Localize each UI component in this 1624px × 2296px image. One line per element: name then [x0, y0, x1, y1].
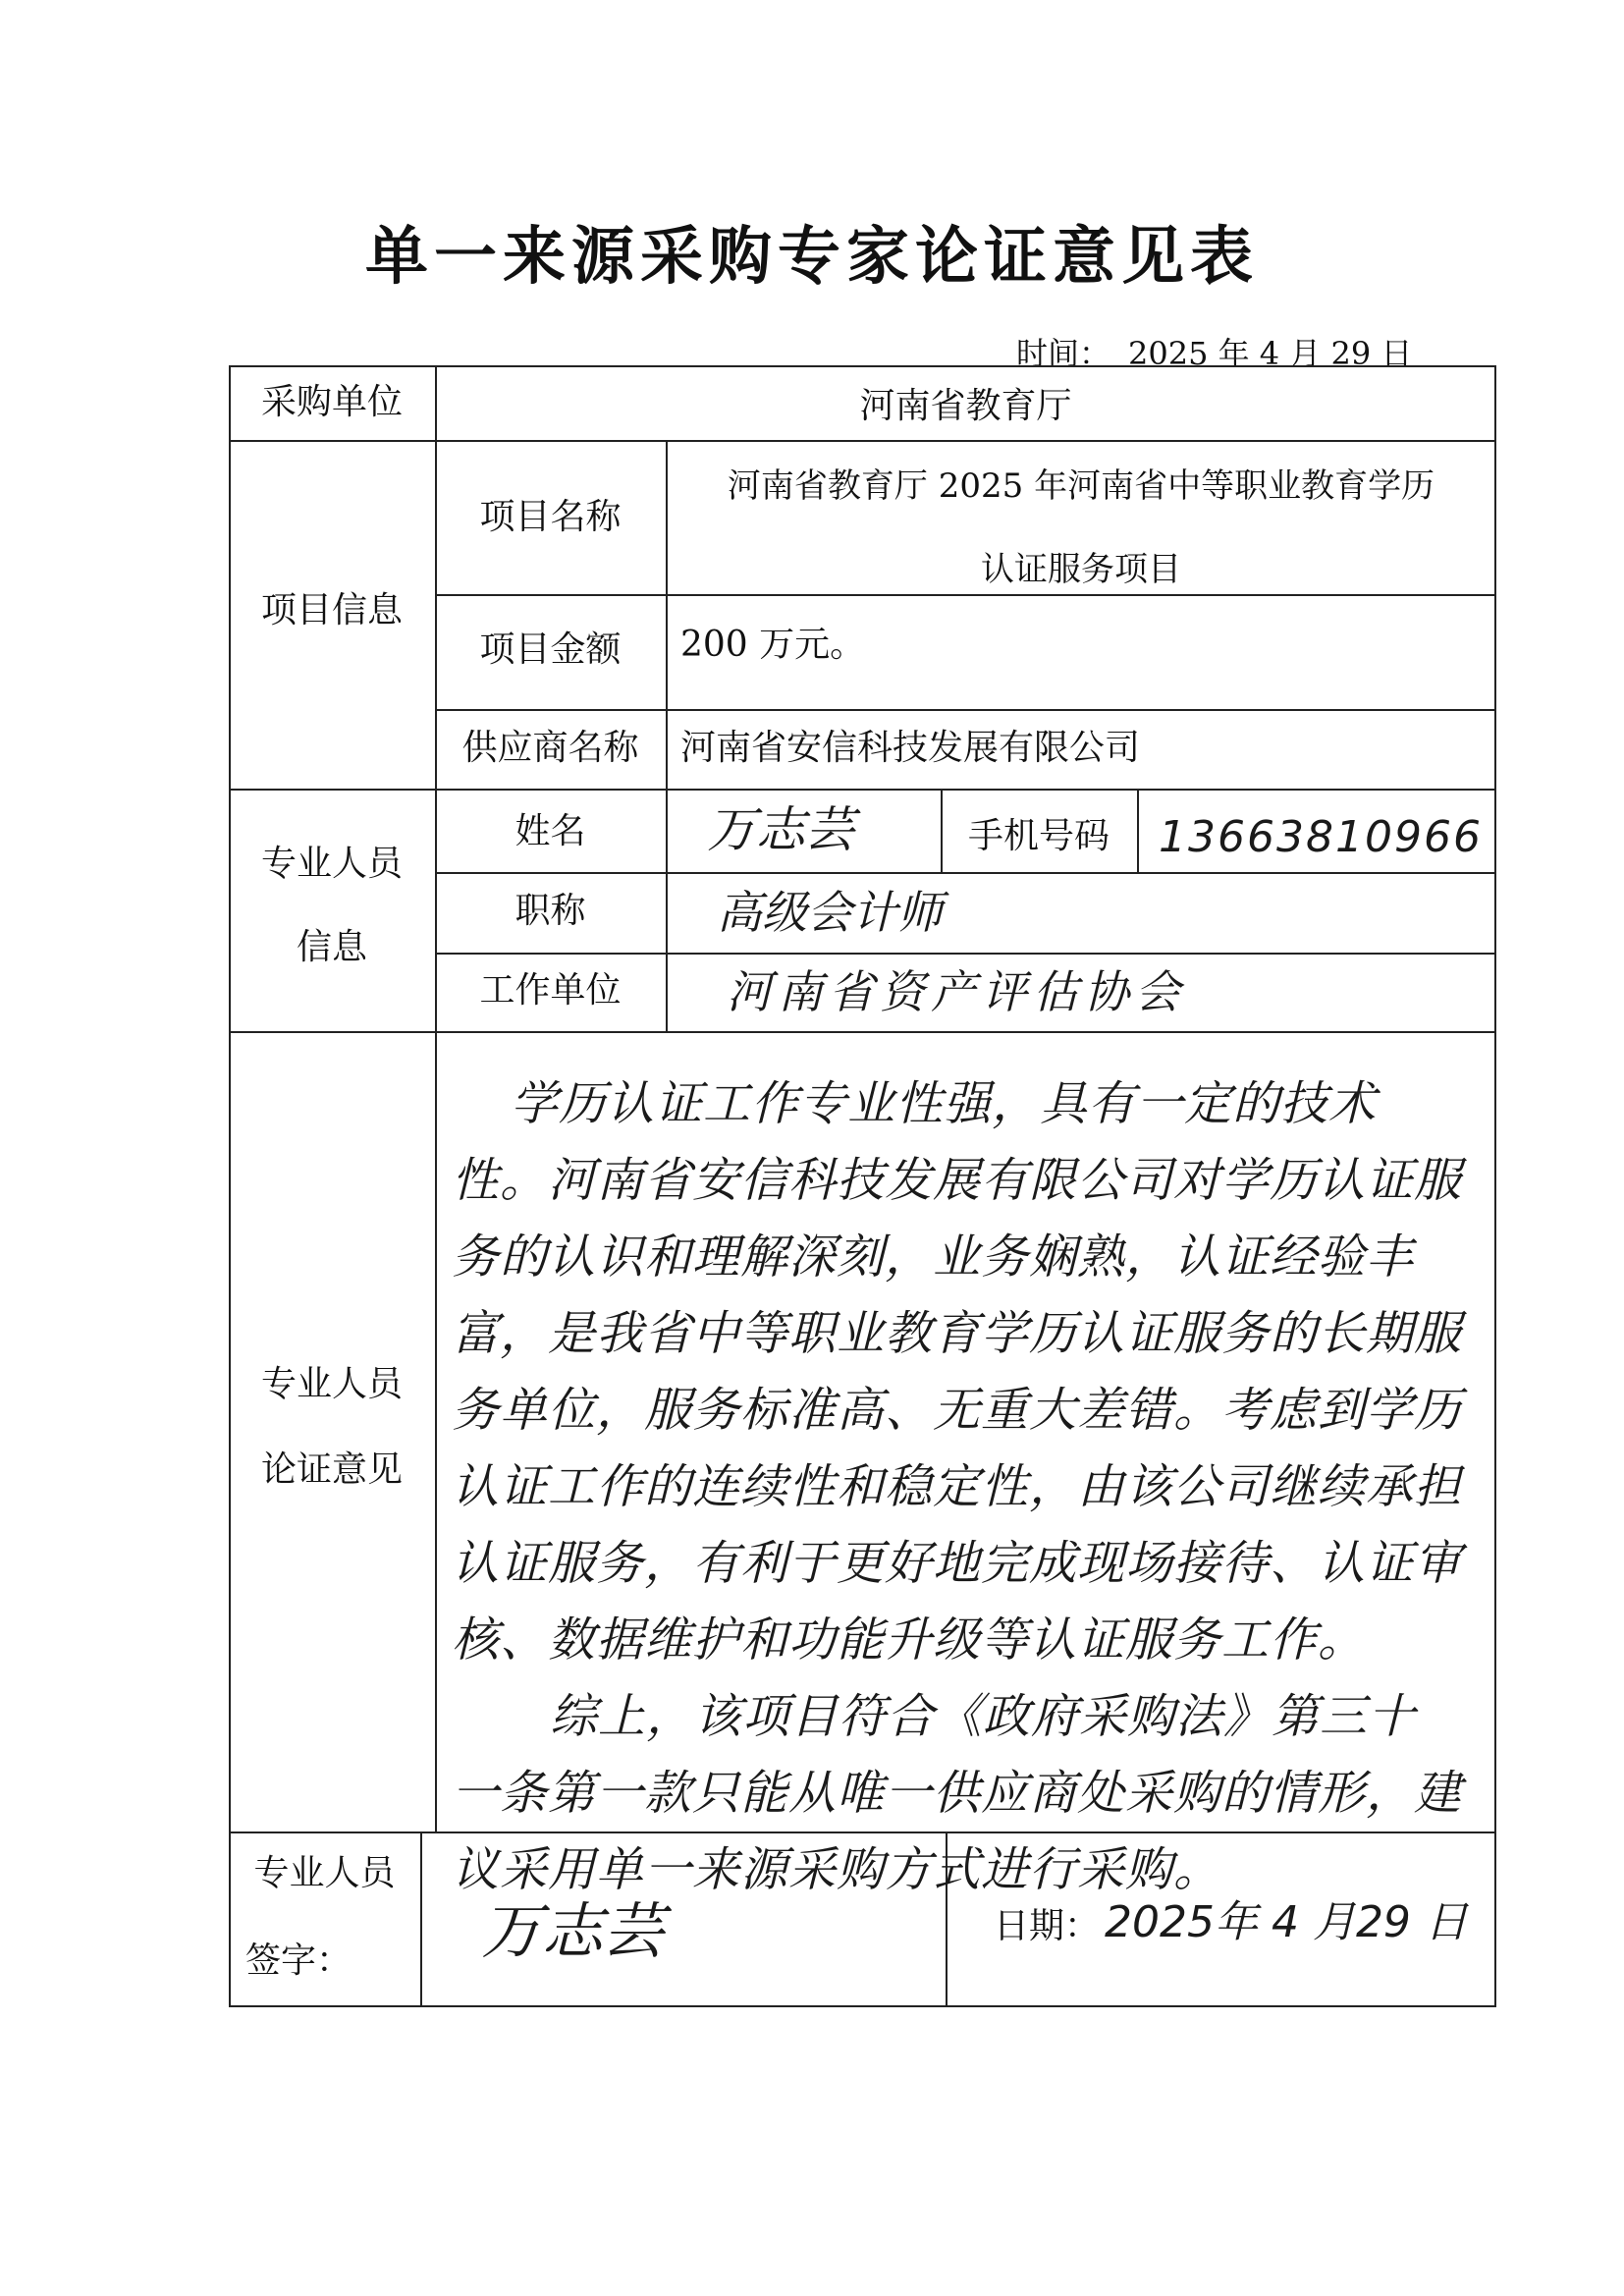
purchaser-value: 河南省教育厅 — [859, 386, 1072, 426]
opinion-label-line2: 论证意见 — [260, 1449, 403, 1490]
row-divider — [229, 1031, 1496, 1033]
purchaser-label: 采购单位 — [260, 382, 403, 422]
col-divider — [420, 1831, 422, 2007]
project-amount-label: 项目金额 — [479, 629, 622, 670]
signature-value: 万志芸 — [481, 1895, 665, 1967]
row-divider — [435, 709, 1496, 711]
phone-value: 13663810966 — [1159, 812, 1483, 862]
opinion-label-line1: 专业人员 — [260, 1364, 403, 1404]
phone-label: 手机号码 — [967, 816, 1110, 856]
row-divider — [435, 594, 1496, 596]
signature-label-line1: 专业人员 — [253, 1853, 396, 1893]
expert-section-label-line2: 信息 — [296, 927, 367, 967]
project-name-value-line1: 河南省教育厅 2025 年河南省中等职业教育学历 — [727, 466, 1435, 506]
opinion-text — [452, 1066, 1463, 1908]
col-divider — [1137, 789, 1139, 872]
workplace-value: 河南省资产评估协会 — [727, 965, 1186, 1018]
title-value: 高级会计师 — [717, 886, 943, 939]
sign-date-label: 日期： — [994, 1906, 1101, 1946]
col-divider — [666, 440, 668, 1031]
opinion-paragraph-1: 学历认证工作专业性强，具有一定的技术性。河南省安信科技发展有限公司对学历认证服务的认识和理解深刻，业务娴熟，认证经验丰富，是我省中等职业教育学历认证服务的长期服务单位，服务标准高、无重大差错。考虑到学历认证工作的连续性和稳定性，由该公司继续承担认证服务，有利于更好地完成现场接待、认证审核、数据维护和功能升级等认证服务工作。 — [452, 1076, 1463, 1667]
sign-date-value: 2025年 4 月29 日 — [1105, 1897, 1468, 1947]
supplier-value: 河南省安信科技发展有限公司 — [680, 728, 1141, 768]
date-value: 2025 年 4 月 29 日 — [1128, 335, 1413, 372]
signature-label-line2: 签字： — [245, 1941, 352, 1981]
row-divider — [229, 440, 1496, 442]
project-name-value-line2: 认证服务项目 — [981, 550, 1181, 589]
project-info-label: 项目信息 — [260, 590, 403, 630]
col-divider — [435, 365, 437, 1831]
supplier-label: 供应商名称 — [461, 728, 639, 768]
row-divider — [435, 953, 1496, 955]
project-name-label: 项目名称 — [479, 497, 622, 537]
name-label: 姓名 — [514, 811, 586, 851]
date-label: 时间： — [1016, 335, 1111, 372]
expert-section-label-line1: 专业人员 — [260, 844, 403, 884]
title-label: 职称 — [514, 891, 586, 931]
row-divider — [229, 789, 1496, 791]
document-title: 单一来源采购专家论证意见表 — [365, 220, 1259, 294]
project-amount-value: 200 万元。 — [680, 625, 866, 665]
row-divider — [435, 872, 1496, 874]
workplace-label: 工作单位 — [479, 970, 622, 1011]
opinion-paragraph-2: 综上，该项目符合《政府采购法》第三十一条第一款只能从唯一供应商处采购的情形，建议采用单一来源采购方式进行采购。 — [452, 1689, 1463, 1897]
name-value: 万志芸 — [707, 801, 854, 858]
